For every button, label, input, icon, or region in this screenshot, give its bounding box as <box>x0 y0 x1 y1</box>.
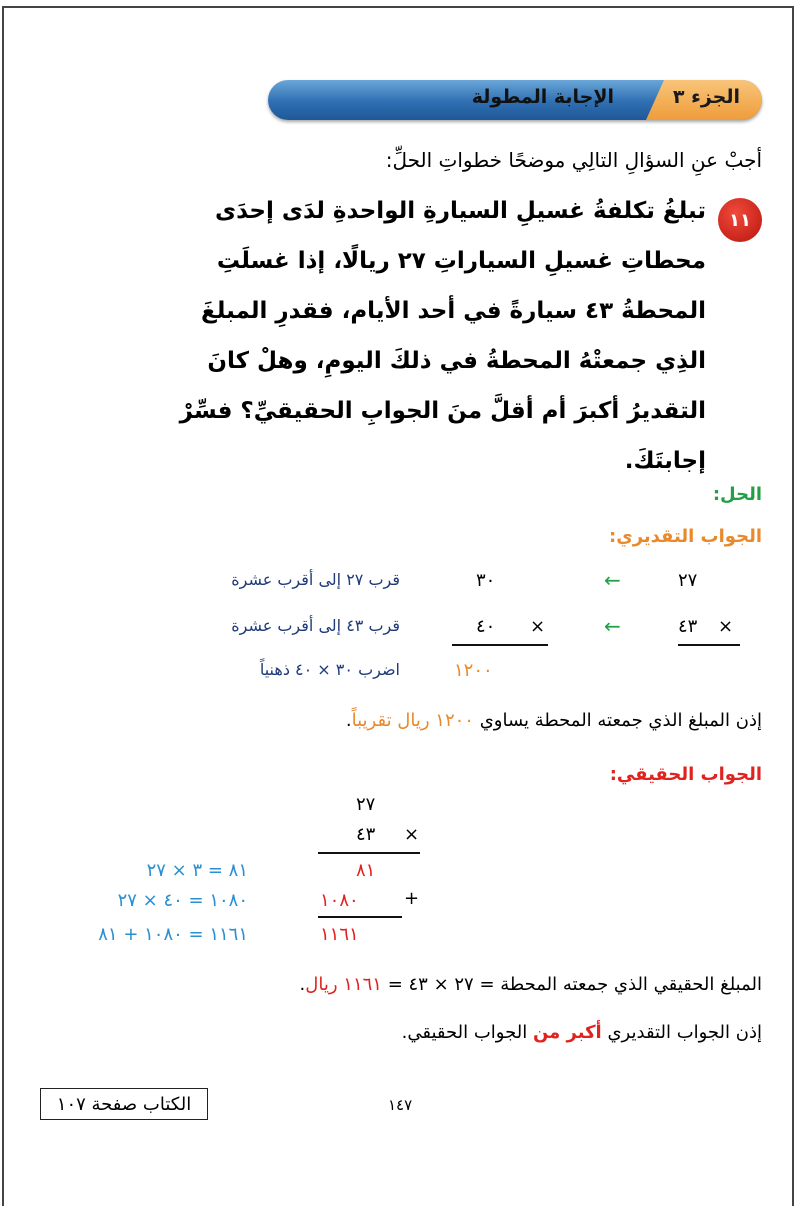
actual-summary <box>300 974 762 995</box>
question-line-4: الذِي جمعتْهُ المحطةُ في ذلكَ اليومِ، وهلْ كانَ <box>207 348 706 374</box>
estimate-note-2: قرب ٤٣ إلى أقرب عشرة <box>231 616 400 635</box>
actual-heading: الجواب الحقيقي: <box>609 764 762 785</box>
partial-product-1: ٨١ <box>356 860 376 881</box>
solution-label: الحل: <box>712 484 762 505</box>
multiplication-rule-2 <box>318 916 402 918</box>
page-number: ١٤٧ <box>388 1096 413 1114</box>
partial-product-2: ١٠٨٠ <box>320 890 359 911</box>
multiplication-rule-1 <box>318 852 420 854</box>
estimate-summary-value: ١٢٠٠ ريال تقريباً <box>351 710 474 731</box>
question-line-3: المحطةُ ٤٣ سيارةً في أحد الأيام، فقدرِ المبلغَ <box>201 298 706 324</box>
plus-sign: + <box>404 888 426 909</box>
estimate-note-3: اضرب ٣٠ × ٤٠ ذهنياً <box>259 660 400 679</box>
partial-note-2: ١٠٨٠ = ٤٠ × ٢٧ <box>117 890 248 911</box>
final-product: ١١٦١ <box>320 924 359 945</box>
estimate-summary-end: . <box>345 710 352 731</box>
times-sign: × <box>404 824 426 845</box>
estimate-product: ١٢٠٠ <box>454 660 493 681</box>
estimate-summary <box>346 710 762 731</box>
times-sign: × <box>530 616 552 637</box>
estimate-heading: الجواب التقديري: <box>609 526 762 547</box>
estimate-note-1: قرب ٢٧ إلى أقرب عشرة <box>231 570 400 589</box>
arrow-icon: ← <box>604 568 621 592</box>
actual-summary-end: . <box>299 974 306 995</box>
times-sign: × <box>718 616 740 637</box>
estimate-original-2: ٤٣ <box>678 616 698 637</box>
question-number-badge <box>718 198 762 242</box>
estimate-rounded-1: ٣٠ <box>476 570 496 591</box>
conclusion-highlight: أكبر من <box>532 1022 602 1043</box>
section-part-label: الجزء ٣ <box>672 86 740 108</box>
question-number: ١١ <box>729 209 751 231</box>
conclusion-suffix: الجواب الحقيقي. <box>401 1022 528 1043</box>
actual-summary-value: ١١٦١ ريال <box>305 974 382 995</box>
estimate-original-1: ٢٧ <box>678 570 698 591</box>
actual-multiplier: ٤٣ <box>356 824 376 845</box>
question-intro: أجبْ عنِ السؤالِ التالِي موضحًا خطواتِ الحلِّ: <box>385 148 762 172</box>
conclusion-prefix: إذن الجواب التقديري <box>607 1022 762 1043</box>
question-line-2: محطاتِ غسيلِ السياراتِ ٢٧ ريالًا، إذا غسلَتِ <box>216 248 706 274</box>
estimate-summary-prefix: إذن المبلغ الذي جمعته المحطة يساوي <box>479 710 762 731</box>
conclusion <box>402 1022 762 1043</box>
actual-summary-prefix: المبلغ الحقيقي الذي جمعته المحطة = ٢٧ × ٤٣ = <box>387 974 762 995</box>
question-line-6: إجابتَكَ. <box>624 448 706 474</box>
section-title: الإجابة المطولة <box>471 86 614 108</box>
section-header-bar <box>268 80 762 120</box>
partial-note-3: ١١٦١ = ١٠٨٠ + ٨١ <box>98 924 248 945</box>
partial-note-1: ٨١ = ٣ × ٢٧ <box>146 860 248 881</box>
estimate-rounded-2: ٤٠ <box>476 616 496 637</box>
estimate-rule-left <box>452 644 548 646</box>
arrow-icon: ← <box>604 614 621 638</box>
book-reference-box <box>40 1088 208 1120</box>
question-line-1: تبلغُ تكلفةُ غسيلِ السيارةِ الواحدةِ لدَى إحدَى <box>215 198 706 224</box>
actual-multiplicand: ٢٧ <box>356 794 376 815</box>
estimate-rule-right <box>678 644 740 646</box>
book-reference: الكتاب صفحة ١٠٧ <box>56 1093 192 1115</box>
question-line-5: التقديرُ أكبرَ أم أقلَّ منَ الجوابِ الحقيقيِّ؟ فسِّرْ <box>179 398 706 424</box>
